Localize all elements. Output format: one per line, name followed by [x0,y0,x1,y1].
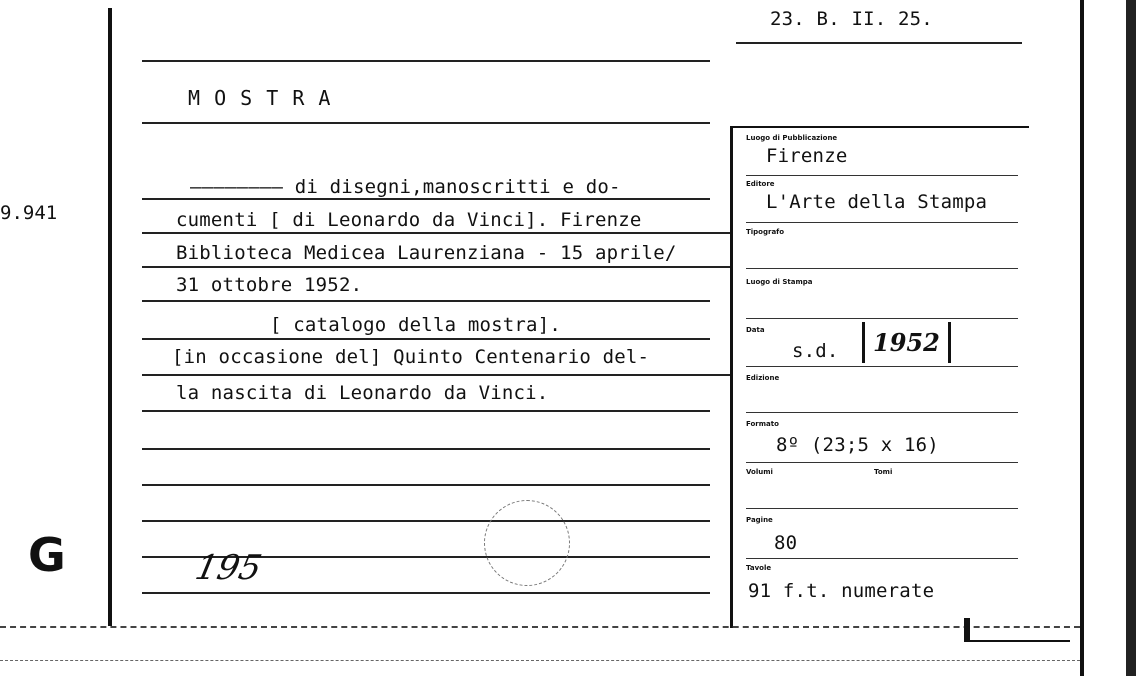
label-formato: Formato [746,420,779,428]
pages-value: 80 [774,532,798,554]
body-line-6: [in occasione del] Quinto Centenario del- [172,346,650,368]
panel-rule-9 [746,558,1018,559]
shelfmark: 23. B. II. 25. [770,8,933,30]
panel-rule-6 [746,412,1018,413]
rule-9 [142,484,710,486]
rule-title [142,122,710,124]
label-editore: Editore [746,180,775,188]
panel-rule-8 [746,508,1018,509]
rule-1 [142,198,710,200]
panel-rule-2 [746,222,1018,223]
bottom-edge-2 [0,660,1080,663]
right-edge-strip-outer [1126,0,1136,676]
body-line-7: la nascita di Leonardo da Vinci. [176,382,549,404]
date-typed: s.d. [792,340,839,362]
body-line-4: 31 ottobre 1952. [176,274,363,296]
label-edizione: Edizione [746,374,780,382]
place-value: Firenze [766,145,848,167]
label-tipografo: Tipografo [746,228,785,236]
body-line-2: cumenti [ di Leonardo da Vinci]. Firenze [176,209,642,231]
panel-rule-3 [746,268,1018,269]
label-pagine: Pagine [746,516,773,524]
rule-top [142,60,710,62]
label-luogo-stampa: Luogo di Stampa [746,278,813,286]
rule-4 [142,300,710,302]
rule-2 [142,232,732,234]
panel-rule-1 [746,175,1018,176]
card-title: M O S T R A [188,86,332,110]
margin-letter: G [28,528,66,582]
bottom-edge [0,626,1080,630]
plates-value: 91 f.t. numerate [748,580,935,602]
label-tomi: Tomi [874,468,893,476]
margin-number: 9.941 [0,202,58,224]
body-line-3: Biblioteca Medicea Laurenziana - 15 aprile/ [176,242,677,264]
panel-rule-4 [746,318,1018,319]
label-data: Data [746,326,765,334]
right-edge-strip [1080,0,1084,676]
rule-10 [142,520,710,522]
rule-6 [142,374,732,376]
label-luogo-pubblicazione: Luogo di Pubblicazione [746,134,838,142]
rule-5 [142,338,710,340]
format-value: 8º (23;5 x 16) [776,434,939,456]
label-tavole: Tavole [746,564,772,572]
bottom-bar-mark [964,618,970,642]
handwritten-note: 195 [191,548,266,588]
rule-3 [142,266,732,268]
panel-rule-7 [746,462,1018,463]
publisher-value: L'Arte della Stampa [766,191,988,213]
bottom-bar-rule [970,640,1070,642]
body-line-1: ———————— di disegni,manoscritti e do- [190,176,621,198]
left-border-line [108,8,112,626]
rule-7 [142,410,710,412]
panel-rule-5 [746,366,1018,367]
rule-8 [142,448,710,450]
body-line-5: [ catalogo della mostra]. [270,314,561,336]
label-volumi: Volumi [746,468,773,476]
date-handwritten: 1952 [862,322,951,363]
punch-hole [484,500,570,586]
rule-12 [142,592,710,594]
shelfmark-rule [736,42,1022,44]
